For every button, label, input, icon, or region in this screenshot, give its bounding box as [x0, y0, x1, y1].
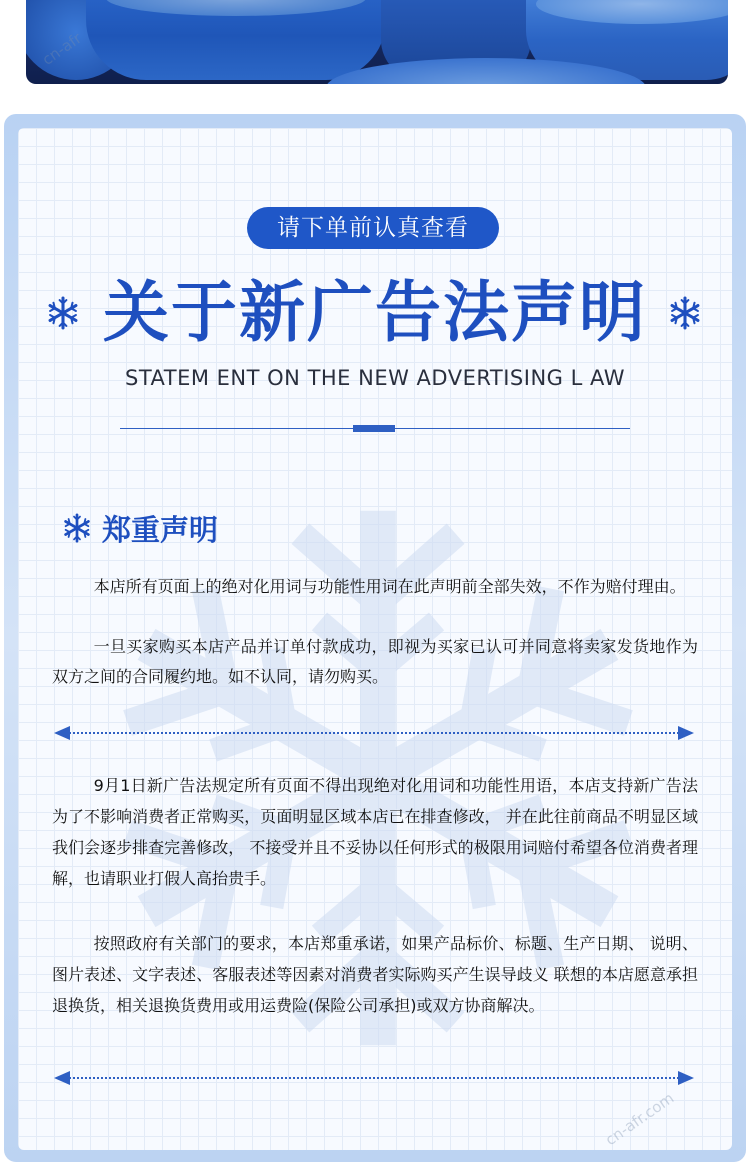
snowflake-icon	[668, 296, 702, 330]
snowflake-icon	[62, 513, 92, 543]
main-title: 关于新广告法声明	[103, 274, 647, 351]
statement-paragraph: 9月1日新广告法规定所有页面不得出现绝对化用词和功能性用语，本店支持新广告法为了不影响消费者正常购买，页面明显区域本店已在排查修改， 并在此往前商品不明显区域我们会逐步排查完善修改， 不接受并且不妥协以任何形式的极限用词赔付希望各位消费者理解，也请职业打假人高抬贵手。	[52, 776, 698, 888]
arrow-right-icon	[678, 726, 694, 740]
watermark-text: cn-afr	[38, 29, 86, 69]
statement-paragraph: 本店所有页面上的绝对化用词与功能性用词在此声明前全部失效，不作为赔付理由。	[93, 577, 686, 596]
dotted-divider	[54, 726, 694, 740]
product-photo	[26, 0, 728, 84]
header-pill: 请下单前认真查看	[247, 207, 499, 249]
divider-accent	[353, 425, 395, 432]
subtitle-english: STATEM ENT ON THE NEW ADVERTISING L AW	[125, 366, 625, 390]
dotted-divider	[54, 1071, 694, 1085]
statement-paragraph: 按照政府有关部门的要求，本店郑重承诺，如果产品标价、标题、生产日期、 说明、图片表述、文字表述、客服表述等因素对消费者实际购买产生误导歧义 联想的本店愿意承担退换货，相关退换货费用或用运费险(保险公司承担)或双方协商解决。	[52, 934, 698, 1015]
watermark-text: cn-afr.com	[602, 1088, 678, 1150]
arrow-right-icon	[678, 1071, 694, 1085]
barrel-image	[86, 0, 386, 80]
section-title: 郑重声明	[102, 513, 219, 547]
statement-paragraph: 一旦买家购买本店产品并订单付款成功，即视为买家已认可并同意将卖家发货地作为双方之间的合同履约地。如不认同，请勿购买。	[52, 637, 698, 686]
